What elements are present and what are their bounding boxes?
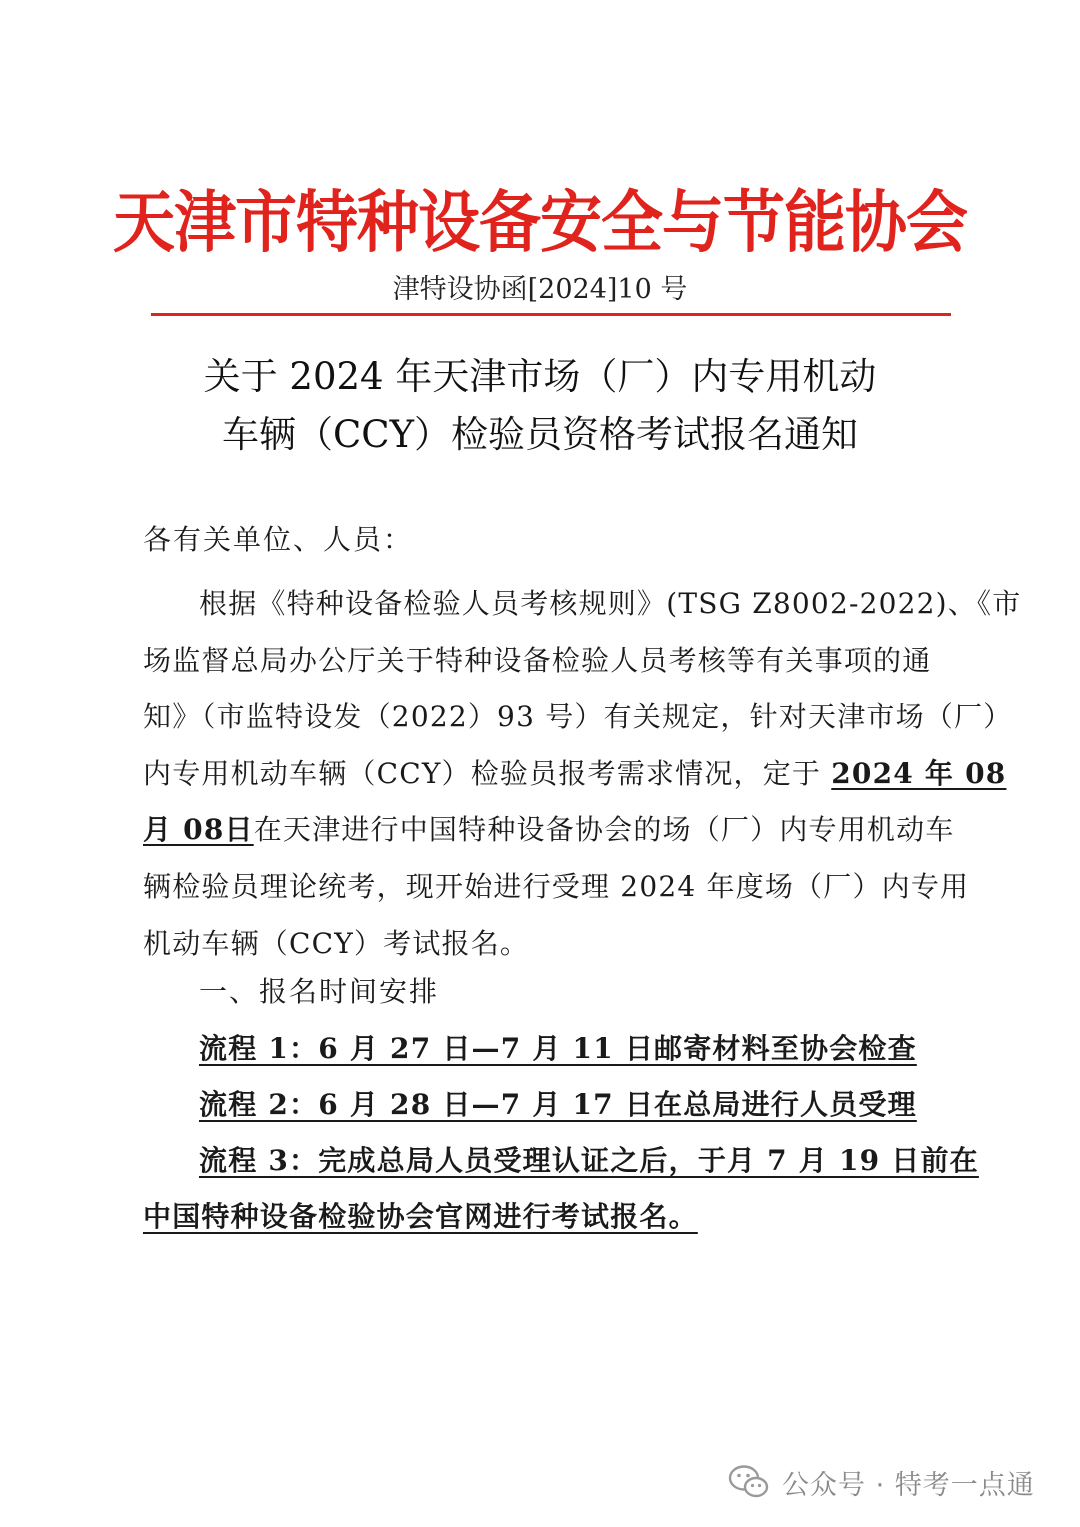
- process-step-2: [143, 1077, 943, 1133]
- body-line: [143, 746, 1007, 803]
- body-line: 机动车辆（CCY）考试报名。: [143, 926, 530, 960]
- wechat-watermark: [728, 1452, 1035, 1512]
- document-title: [0, 348, 1080, 464]
- body-line: 辆检验员理论统考，现开始进行受理 2024 年度场（厂）内专用: [143, 869, 970, 903]
- process-text: 流程 1：6 月 27 日—7 月 11 日邮寄材料至协会检查: [199, 1032, 917, 1065]
- watermark-text: 公众号 · 特考一点通: [782, 1469, 1035, 1501]
- body-line: 根据《特种设备检验人员考核规则》(TSG Z8002-2022)、《市: [199, 587, 1022, 620]
- section-heading: 一、报名时间安排: [199, 975, 440, 1008]
- process-step-3: [143, 1133, 979, 1245]
- document-number: 津特设协函[2024]10 号: [392, 274, 688, 305]
- salutation: 各有关单位、人员：: [143, 523, 414, 556]
- body-text: 在天津进行中国特种设备协会的场（厂）内专用机动车: [253, 813, 955, 847]
- process-text: 中国特种设备检验协会官网进行考试报名。: [143, 1200, 698, 1233]
- exam-date-highlight: 2024 年 08: [831, 756, 1007, 790]
- body-paragraph: [143, 576, 1022, 972]
- body-line: 场监督总局办公厅关于特种设备检验人员考核等有关事项的通: [143, 643, 932, 677]
- body-line: 知》（市监特设发（2022）93 号）有关规定，针对天津市场（厂）: [143, 700, 1013, 734]
- body-line: [143, 802, 955, 859]
- exam-date-highlight: 月 08日: [143, 813, 254, 847]
- header-divider: [151, 313, 951, 316]
- process-step-1: [143, 1021, 943, 1077]
- body-text: 内专用机动车辆（CCY）检验员报考需求情况，定于: [143, 756, 832, 790]
- process-text: 流程 3：完成总局人员受理认证之后，于月 7 月 19 日前在: [199, 1144, 979, 1177]
- title-line-2: 车辆（CCY）检验员资格考试报名通知: [221, 413, 859, 456]
- wechat-icon: [728, 1464, 770, 1500]
- organization-masthead: 天津市特种设备安全与节能协会: [112, 183, 967, 262]
- title-line-1: 关于 2024 年天津市场（厂）内专用机动: [203, 355, 877, 398]
- process-text: 流程 2：6 月 28 日—7 月 17 日在总局进行人员受理: [199, 1088, 917, 1121]
